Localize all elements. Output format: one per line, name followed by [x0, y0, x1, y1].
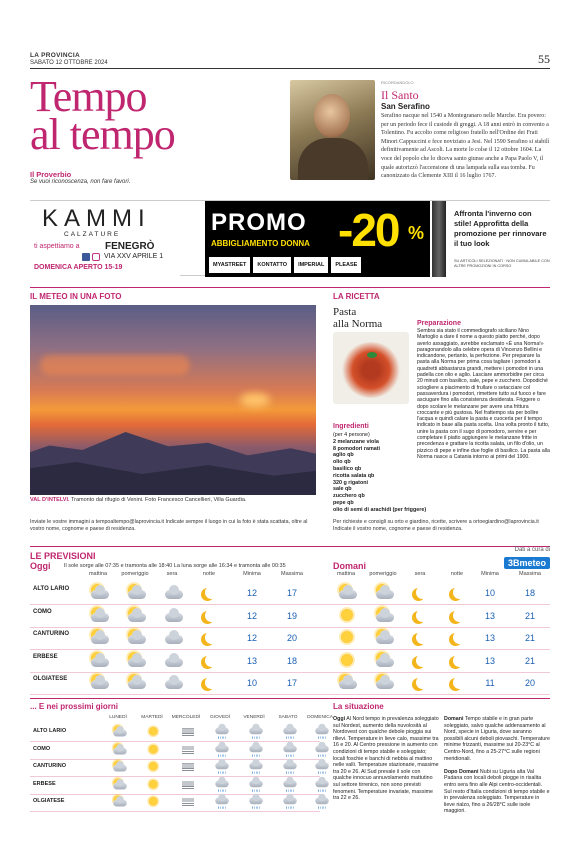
day-header: SABATO [278, 715, 298, 720]
sun-icon [146, 725, 163, 739]
city-name: ALTO LARIO [33, 728, 67, 734]
forecast-cell [84, 607, 116, 629]
sun-icon [146, 760, 163, 774]
ad-promo-title: PROMO [211, 209, 307, 236]
situation-today [333, 716, 439, 802]
column-header: notte [450, 571, 464, 577]
temp-min: 13 [484, 633, 495, 643]
partly-cloudy-icon [374, 607, 396, 625]
forecast-cell [158, 629, 190, 651]
saint-text: Serafino nacque nel 1540 a Montegranaro nelle Marche. Era povero: per un periodo fece il custode di greggi. A 18 anni entrò in convento a Tolentino. Fu accolto come religioso fratello nell'Ordine dei Frati Minori Cappuccini e fece noviziato a Jesi. Nel 1590 Serafino si stabilì definitivamente ad Ascoli. La morte lo colse il 12 ottobre 1604. La voce del popolo che lo diceva santo giunse anche a Papa Paolo V, il quale autorizzò l'accensione di una lampada sulla sua tomba. Fu canonizzato da Clemente XIII il 16 luglio 1767. [381, 113, 550, 180]
section-rule [30, 546, 550, 547]
situation-after-text: Nubi su Liguria alta Val Padana con locali deboli piogge in risalita entro sera fino alle Alpi centro-occidentali. Sul resto d'Italia condizioni di tempo stabile e in prevalenza soleggiato. Temperature in lieve rialzo, fino a 26/28°C sulle isole maggiori. [444, 768, 550, 815]
ad-brand-item: KONTATTO [253, 257, 291, 273]
row-divider [30, 811, 320, 812]
forecast-cell [84, 629, 116, 651]
cloud-icon [163, 629, 185, 647]
forecast-cell [158, 607, 190, 629]
forecast-cell [158, 674, 190, 696]
page-title [30, 72, 175, 159]
next-day-cell [172, 793, 204, 810]
next-day-cell [240, 723, 272, 740]
next-day-cell [172, 723, 204, 740]
forecast-cell [195, 629, 227, 651]
moon-icon [448, 607, 470, 625]
column-header: pomeriggio [121, 571, 149, 577]
city-name: CANTURINO [33, 763, 66, 769]
forecast-cell [406, 607, 438, 629]
ingredient-item: sale qb [333, 486, 352, 493]
rain-icon [282, 778, 299, 792]
pasta-photo [333, 332, 409, 404]
city-name: ERBESE [33, 780, 56, 787]
temp-max: 17 [286, 588, 297, 598]
day-header: LUNEDÌ [109, 715, 127, 720]
column-header: Massima [518, 571, 541, 577]
city-name: OLGIATESE [33, 676, 68, 682]
next-day-cell [104, 776, 136, 793]
ad-discount: -20 [338, 204, 399, 256]
column-header: sera [166, 571, 178, 577]
proverb-text: Se vuoi riconoscenza, non fare favori. [30, 179, 131, 185]
data-credit [504, 547, 550, 571]
situation-after-label: Dopo Domani [444, 768, 479, 775]
next-day-cell [274, 758, 306, 775]
rain-icon [248, 795, 265, 809]
partly-cloudy-icon [374, 629, 396, 647]
partly-cloudy-icon [89, 607, 111, 625]
forecast-cell [406, 652, 438, 674]
next-day-cell [274, 741, 306, 758]
moon-icon [448, 584, 470, 602]
forecast-cell [332, 674, 364, 696]
forecast-cell [195, 584, 227, 606]
forecast-cell [369, 674, 401, 696]
partly-cloudy-icon [374, 674, 396, 692]
issue-date: SABATO 12 OTTOBRE 2024 [30, 60, 108, 66]
next-day-cell [206, 793, 238, 810]
saint-heading: Il Santo [381, 88, 419, 102]
sun-icon [146, 743, 163, 757]
ad-shop-name: FENEGRÒ [105, 241, 155, 252]
column-header: pomeriggio [369, 571, 397, 577]
situation-tomorrow-text: Tempo stabile e in gran parte soleggiato, salvo qualche addensamento al Nord, specie in Liguria, dove saranno possibili alcuni deboli piovaschi. Temperature minime frizzanti, massime sui 20-23°C al Centro-Nord, fino a 25-27°C sulle regioni meridionali. [444, 716, 550, 762]
partly-cloudy-icon [126, 584, 148, 602]
ad-brand-list [205, 257, 430, 273]
temp-max: 19 [286, 610, 297, 621]
moon-icon [200, 652, 222, 670]
ingredient-item: 8 pomodori ramati [333, 445, 381, 452]
rain-icon [214, 743, 231, 757]
situation-heading: La situazione [333, 702, 384, 711]
page-number: 55 [538, 52, 550, 66]
tomorrow-label: Domani [333, 561, 367, 571]
temp-min: 10 [484, 588, 495, 598]
partly-cloudy-icon [337, 674, 359, 692]
rain-icon [314, 778, 331, 792]
next-day-cell [138, 793, 170, 810]
next-day-cell [138, 758, 170, 775]
sun-moon-times: Il sole sorge alle 07:35 e tramonta alle 18:40 La luna sorge alle 16:34 e tramonta alle 00:35 [64, 563, 286, 569]
ad-store-panel [30, 201, 180, 277]
temp-max: 21 [524, 610, 535, 621]
temp-max: 21 [524, 655, 535, 666]
temp-max: 21 [524, 633, 535, 643]
ad-open-hours: DOMENICA APERTO 15-19 [34, 264, 123, 271]
moon-icon [411, 629, 433, 647]
ingredient-item: pepe qb [333, 499, 354, 506]
next-day-cell [240, 793, 272, 810]
forecast-cell [369, 652, 401, 674]
3bmeteo-logo: 3Bmeteo [504, 557, 550, 569]
ad-wait-text: ti aspettiamo a [34, 243, 80, 250]
moon-icon [200, 674, 222, 692]
ad-percent: % [408, 223, 425, 243]
ingredient-item: (per 4 persone) [333, 432, 370, 438]
caption-place: VAL D'INTELVI. [30, 497, 70, 503]
temp-max: 20 [524, 678, 535, 688]
partly-cloudy-icon [89, 584, 111, 602]
next-day-cell [104, 741, 136, 758]
ingredient-item: aglio qb [333, 452, 354, 459]
next-day-cell [172, 741, 204, 758]
cloud-icon [163, 607, 185, 625]
partly-cloudy-icon [126, 652, 148, 670]
partly-cloudy-icon [374, 584, 396, 602]
rain-icon [282, 725, 299, 739]
partly-cloudy-icon [126, 629, 148, 647]
partly-cloudy-icon [126, 674, 148, 692]
recipe-heading: LA RICETTA [333, 292, 380, 301]
column-header: sera [414, 571, 426, 577]
ad-brand-item: IMPERIAL [294, 257, 328, 273]
city-name: OLGIATESE [33, 798, 65, 804]
forecast-heading: LE PREVISIONI [30, 551, 96, 561]
moon-icon [200, 584, 222, 602]
advertisement[interactable] [30, 200, 550, 276]
sun-icon [337, 652, 359, 670]
forecast-cell [84, 674, 116, 696]
photo-submit-note: Inviate le vostre immagini a tempoaltempo@laprovincia.it Indicate sempre il luogo in cui la foto è stata scattata, oltre al vostro nome, cognome e paese di residenza. [30, 519, 308, 532]
ad-promo-panel [205, 201, 430, 277]
ad-brand: KAMMI [42, 205, 151, 232]
forecast-cell [158, 652, 190, 674]
rain-icon [214, 795, 231, 809]
forecast-cell [121, 584, 153, 606]
forecast-cell [121, 607, 153, 629]
forecast-cell [332, 629, 364, 651]
sun-icon [146, 795, 163, 809]
cloud-icon [163, 674, 185, 692]
recipe-title-line1: Pasta [333, 306, 357, 318]
forecast-cell [332, 584, 364, 606]
day-header: DOMENICA [307, 715, 333, 720]
day-header: GIOVEDÌ [210, 715, 230, 720]
city-name: COMO [33, 745, 51, 752]
forecast-cell [332, 607, 364, 629]
next-day-cell [206, 741, 238, 758]
next-day-cell [138, 776, 170, 793]
column-header: mattina [88, 571, 108, 577]
recipe-submit-note: Per richieste e consigli su orto e giardino, ricette, scrivere a ortoegiardino@laprovincia.it Indicate il vostro nome, cognome e paese di residenza. [333, 519, 539, 532]
rain-icon [282, 760, 299, 774]
instagram-icon [92, 253, 100, 261]
rain-icon [314, 795, 331, 809]
sunset-photo [30, 305, 316, 495]
situation-today-label: Oggi [333, 716, 346, 722]
rain-icon [214, 778, 231, 792]
forecast-cell [406, 584, 438, 606]
paper-name: LA PROVINCIA [30, 52, 80, 59]
partly-cloudy-icon [126, 607, 148, 625]
today-label: Oggi [30, 561, 51, 571]
situation-today-text: Al Nord tempo in prevalenza soleggiato sul Nordest, aumento della nuvolosità al Nordovest con qualche debole pioggia sui rilievi. Temperature in lieve calo, massime tra 16 e 20. Al Centro pressione in aumento con condizioni di tempo stabile e soleggiato; locali foschie e banchi di nebbia al mattino nelle valli. Temperature stazionarie, massime tra 20 e 26. Al Sud prevale il sole con qualche innocuo annuvolamento mattutino sul settore tirrenico, non sono previsti fenomeni. Temperature invariate, massime tra 22 e 26. [333, 716, 439, 802]
next-day-cell [206, 723, 238, 740]
column-header: mattina [336, 571, 356, 577]
next-day-cell [172, 758, 204, 775]
forecast-cell [121, 629, 153, 651]
next-day-cell [240, 741, 272, 758]
column-header: Minima [481, 571, 499, 577]
recipe-title-line2: alla Norma [333, 318, 383, 330]
saint-name: San Serafino [381, 102, 430, 111]
city-name: ALTO LARIO [33, 586, 70, 592]
meteo-photo-heading: IL METEO IN UNA FOTO [30, 292, 122, 301]
moon-icon [448, 629, 470, 647]
proverb-heading: Il Proverbio [30, 170, 72, 179]
sun-icon [337, 629, 359, 647]
partly-cloudy-icon [89, 674, 111, 692]
rain-icon [282, 795, 299, 809]
partly-cloudy-icon [374, 652, 396, 670]
forecast-cell [158, 584, 190, 606]
masthead [30, 52, 108, 67]
page-title-line1: Tempo [30, 72, 147, 121]
header-rule [30, 68, 550, 69]
preparation-text: Sembra sia stato il commediografo siciliano Nino Martoglio a dare il nome a questo piatto perché, dopo averlo assaggiato, avrebbe esclamato «È una Norma!» paragonandolo alla celebre opera di Vincenzo Bellini e indicandone, pertanto, la perfezione. Per preparare la pasta alla Norma per prima cosa tagliare i pomodori a quadretti abbastanza grandi, mettere i pomodori in una padella con olio e aglio. Lasciare ammorbidire per circa 20 minuti con basilico, sale, pepe e zucchero. Dopodiché sciogliere a piacimento di frullare o setacciare col passaverdura i pomodori, rimettere tutto sul fuoco e fare asciugare fino alla consistenza desiderata. Friggere o dopo scolare le melanzane per avere una frittura croccante e più gustosa. Nel frattempo sta per bollire l'acqua e quindi calare la pasta e cuocerla per il tempo indicato in base alla pasta scelta. Una volta pronto il tutto, unire la pasta con il sugo di pomodoro, servire e per completare il piatto aggiungere le melanzane fritte in precedenza e grattare la ricotta salata, un filo d'olio, un pizzico di pepe e infine due foglie di basilico. La pasta alla Norma nasce a Catania intorno ai primi del 1900. [417, 328, 550, 460]
partly-cloudy-icon [112, 760, 129, 774]
next-day-cell [274, 723, 306, 740]
forecast-cell [195, 607, 227, 629]
rain-icon [248, 778, 265, 792]
moon-icon [411, 674, 433, 692]
fog-icon [180, 725, 197, 739]
moon-icon [411, 584, 433, 602]
forecast-cell [369, 584, 401, 606]
credit-text: Dati a cura di [514, 547, 550, 553]
ingredient-item: olio qb [333, 459, 351, 466]
cloud-icon [163, 652, 185, 670]
situation-tomorrow [444, 716, 550, 815]
moon-icon [200, 629, 222, 647]
next-day-cell [104, 723, 136, 740]
partly-cloudy-icon [112, 795, 129, 809]
ingredients-heading: Ingredienti [333, 423, 369, 430]
ad-promo-sub: ABBIGLIAMENTO DONNA [211, 239, 310, 248]
column-header: Minima [243, 571, 261, 577]
ingredient-item: 2 melanzane viola [333, 438, 379, 445]
temp-min: 13 [246, 655, 257, 666]
next-day-cell [274, 793, 306, 810]
rain-icon [314, 743, 331, 757]
page-title-line2: al tempo [30, 110, 175, 159]
ad-brand-item: MYASTREET [209, 257, 250, 273]
caption-text: Tramonto dal rifugio di Venini. Foto Francesco Cancellieri, Villa Guardia. [70, 497, 247, 503]
partly-cloudy-icon [89, 652, 111, 670]
section-rule [30, 287, 550, 288]
next-day-cell [206, 776, 238, 793]
forecast-cell [121, 674, 153, 696]
next-day-cell [104, 758, 136, 775]
fog-icon [180, 743, 197, 757]
ingredient-item: ricotta salata qb [333, 472, 375, 479]
ingredient-item: basilico qb [333, 465, 362, 472]
ad-address: VIA XXV APRILE 1 [104, 253, 164, 260]
ad-slogan-panel [430, 201, 550, 277]
photo-caption [30, 497, 246, 503]
moon-icon [411, 652, 433, 670]
next-day-cell [240, 776, 272, 793]
partly-cloudy-icon [89, 629, 111, 647]
partly-cloudy-icon [337, 584, 359, 602]
forecast-cell [84, 652, 116, 674]
temp-max: 17 [286, 678, 297, 688]
saint-portrait [290, 80, 375, 180]
forecast-cell [406, 674, 438, 696]
recipe-title [333, 306, 382, 330]
rain-icon [248, 743, 265, 757]
fog-icon [180, 760, 197, 774]
partly-cloudy-icon [112, 725, 129, 739]
ad-slogan: Affronta l'inverno con stile! Approfitta della promozione per rinnovare il tuo look [454, 209, 547, 248]
column-header: Massima [280, 571, 303, 577]
ad-legs-image [432, 201, 446, 277]
temp-min: 13 [484, 655, 495, 666]
rain-icon [248, 725, 265, 739]
city-name: CANTURINO [33, 631, 69, 637]
temp-min: 12 [246, 588, 257, 598]
next-day-cell [206, 758, 238, 775]
fog-icon [180, 795, 197, 809]
moon-icon [448, 674, 470, 692]
rain-icon [214, 725, 231, 739]
partly-cloudy-icon [112, 743, 129, 757]
temp-min: 10 [246, 678, 257, 688]
ad-brand-item: PLEASE [331, 257, 361, 273]
saint-kicker: RICORDANDOLO [381, 80, 414, 85]
moon-icon [411, 607, 433, 625]
cloud-icon [163, 584, 185, 602]
rain-icon [248, 760, 265, 774]
forecast-cell [369, 629, 401, 651]
temp-min: 12 [246, 633, 257, 643]
temp-min: 11 [485, 678, 495, 688]
next-day-cell [172, 776, 204, 793]
forecast-cell [84, 584, 116, 606]
temp-max: 18 [286, 655, 297, 666]
day-header: VENERDÌ [243, 715, 265, 720]
next-days-heading: ... E nei prossimi giorni [30, 702, 119, 711]
next-day-cell [274, 776, 306, 793]
moon-icon [200, 607, 222, 625]
fog-icon [180, 778, 197, 792]
moon-icon [448, 652, 470, 670]
temp-min: 12 [246, 610, 257, 621]
temp-max: 20 [286, 633, 297, 643]
forecast-cell [369, 607, 401, 629]
forecast-cell [195, 674, 227, 696]
next-day-cell [240, 758, 272, 775]
forecast-cell [406, 629, 438, 651]
ingredient-item: 320 g rigatoni [333, 479, 369, 486]
rain-icon [214, 760, 231, 774]
rain-icon [282, 743, 299, 757]
section-rule [30, 698, 550, 699]
column-header: notte [202, 571, 216, 577]
ingredient-item: olio di semi di arachidi (per friggere) [333, 506, 427, 513]
ad-brand-sub: CALZATURE [64, 231, 121, 238]
ad-disclaimer: SU ARTICOLI SELEZIONATI · NON CUMULABILE CON ALTRE PROMOZIONI IN CORSO [454, 259, 550, 268]
partly-cloudy-icon [112, 778, 129, 792]
city-name: ERBESE [33, 653, 58, 660]
next-day-cell [138, 741, 170, 758]
situation-tomorrow-label: Domani [444, 716, 464, 722]
facebook-icon [82, 253, 90, 261]
day-header: MARTEDÌ [141, 715, 163, 720]
forecast-cell [195, 652, 227, 674]
next-day-cell [104, 793, 136, 810]
forecast-cell [121, 652, 153, 674]
temp-min: 13 [484, 610, 495, 621]
sun-icon [337, 607, 359, 625]
sun-icon [146, 778, 163, 792]
temp-max: 18 [524, 588, 535, 598]
ingredient-item: zucchero qb [333, 493, 365, 500]
next-day-cell [138, 723, 170, 740]
city-name: COMO [33, 608, 52, 615]
rain-icon [314, 760, 331, 774]
forecast-cell [332, 652, 364, 674]
rain-icon [314, 725, 331, 739]
preparation-heading: Preparazione [417, 320, 461, 327]
day-header: MERCOLEDÌ [171, 715, 201, 720]
